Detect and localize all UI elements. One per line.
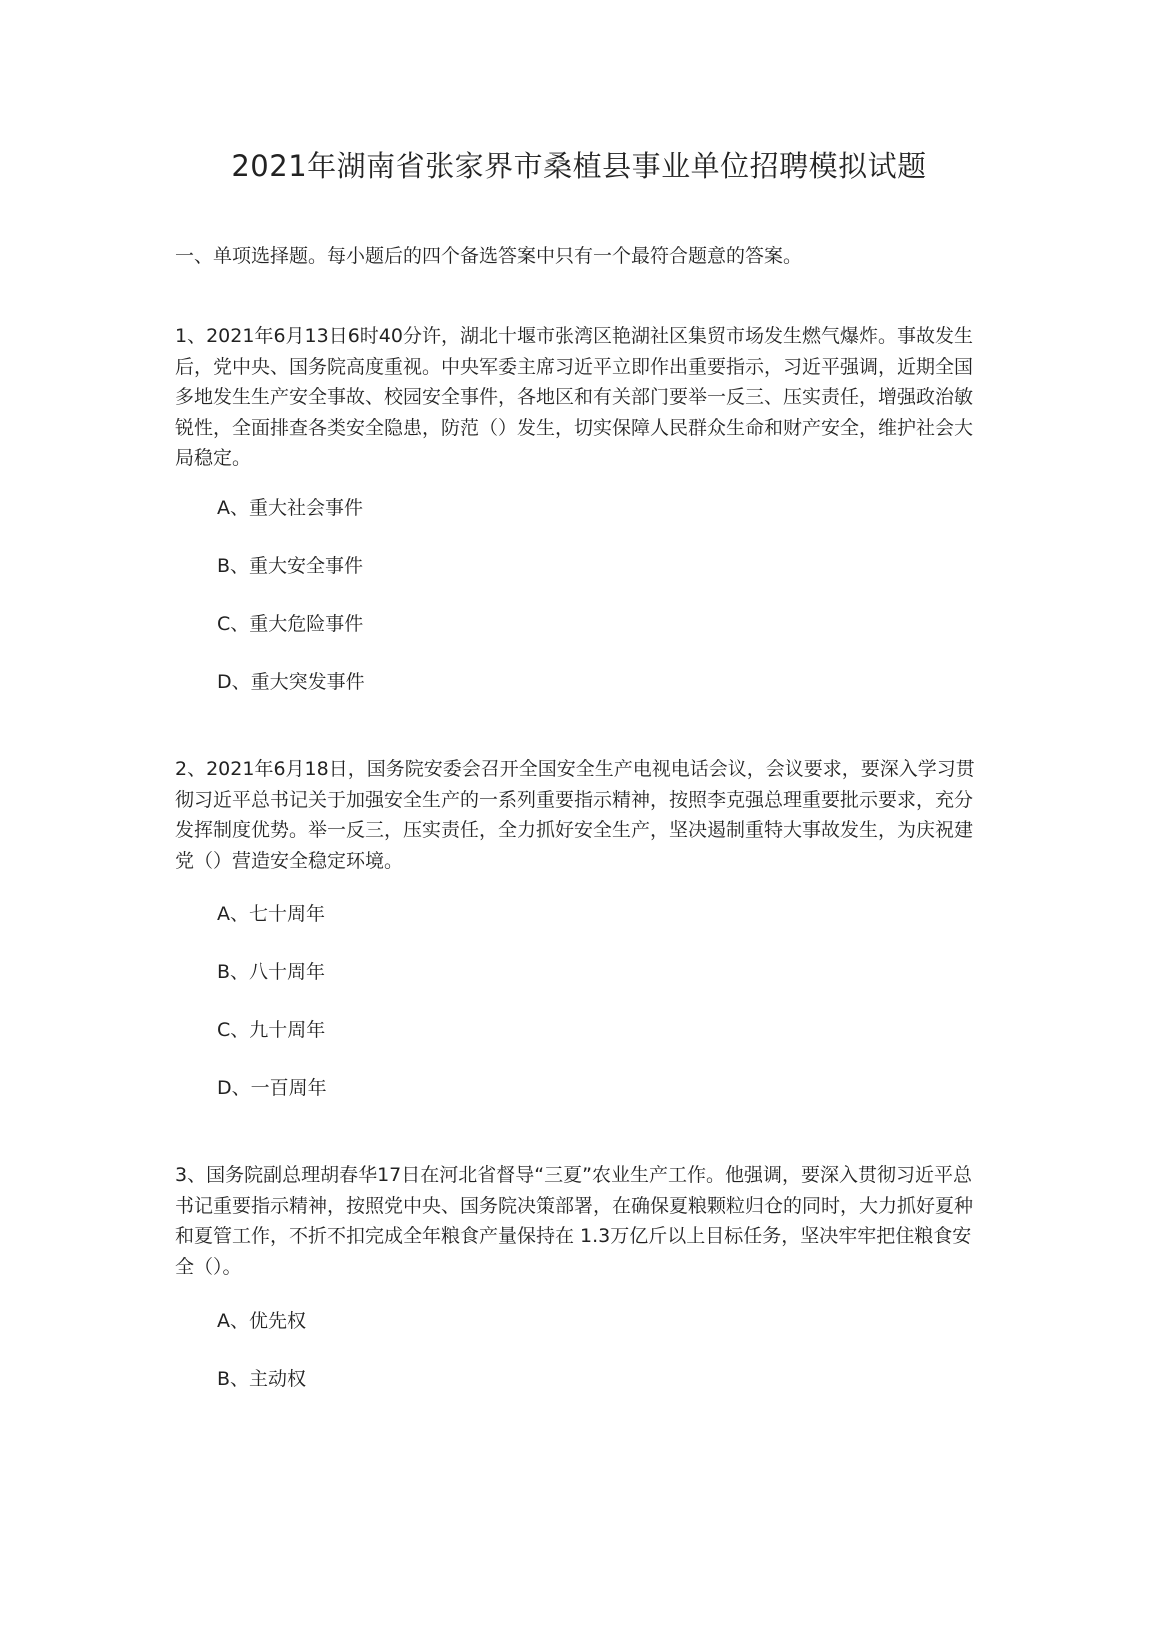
question-1-option-d: D、重大突发事件: [217, 671, 365, 693]
page-title: 2021年湖南省张家界市桑植县事业单位招聘模拟试题: [231, 149, 927, 183]
question-3-option-a: A、优先权: [217, 1310, 306, 1332]
question-2-option-c: C、九十周年: [217, 1019, 326, 1041]
question-1-option-b: B、重大安全事件: [217, 555, 364, 577]
question-1-option-c: C、重大危险事件: [217, 613, 364, 635]
question-2-option-b: B、八十周年: [217, 961, 326, 983]
question-2-text: 2、2021年6月18日，国务院安委会召开全国安全生产电视电话会议，会议要求，要深入学习贯彻习近平总书记关于加强安全生产的一系列重要指示精神，按照李克强总理重要批示要求，充分发挥制度优势。举一反三，压实责任，全力抓好安全生产，坚决遏制重特大事故发生，为庆祝建党（）营造安全稳定环境。: [175, 758, 975, 872]
question-3-text: 3、国务院副总理胡春华17日在河北省督导“三夏”农业生产工作。他强调，要深入贯彻习近平总书记重要指示精神，按照党中央、国务院决策部署，在确保夏粮颗粒归仓的同时，大力抓好夏种和夏管工作，不折不扣完成全年粮食产量保持在 1.3万亿斤以上目标任务，坚决牢牢把住粮食安全（）。: [175, 1164, 974, 1278]
question-2-option-a: A、七十周年: [217, 903, 325, 925]
question-3-option-b: B、主动权: [217, 1368, 307, 1390]
question-1-text: 1、2021年6月13日6时40分许，湖北十堰市张湾区艳湖社区集贸市场发生燃气爆炸。事故发生后，党中央、国务院高度重视。中央军委主席习近平立即作出重要指示，习近平强调，近期全国多地发生生产安全事故、校园安全事件，各地区和有关部门要举一反三、压实责任，增强政治敏锐性，全面排查各类安全隐患，防范（）发生，切实保障人民群众生命和财产安全，维护社会大局稳定。: [175, 325, 974, 469]
question-1-option-a: A、重大社会事件: [217, 497, 363, 519]
question-2-option-d: D、一百周年: [217, 1077, 327, 1099]
section-heading: 一、单项选择题。每小题后的四个备选答案中只有一个最符合题意的答案。: [175, 245, 803, 267]
